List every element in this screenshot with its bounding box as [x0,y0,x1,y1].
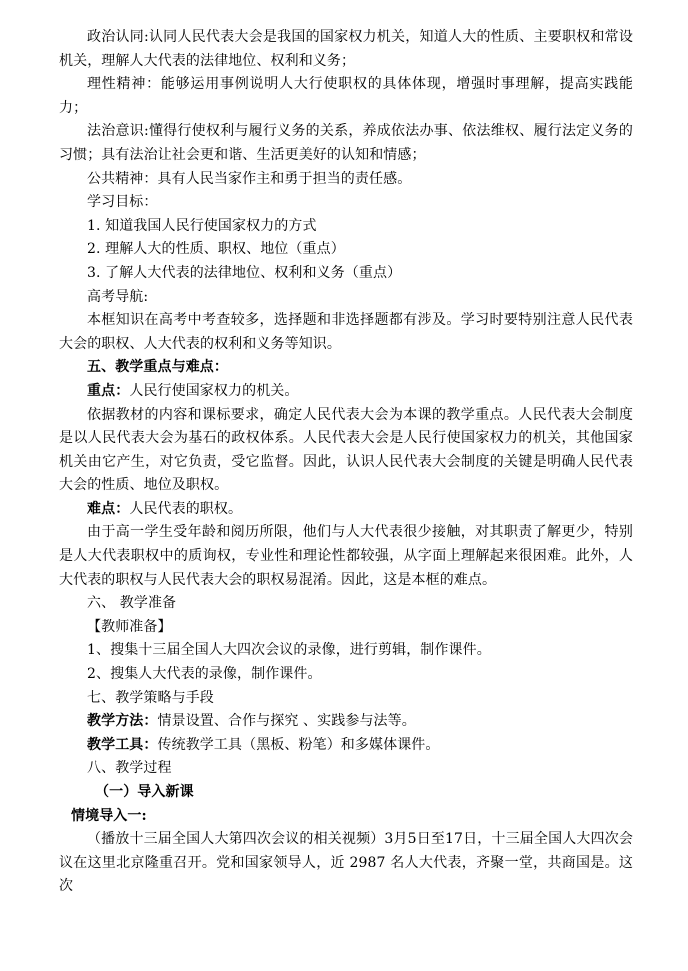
section-7-heading: 七、教学策略与手段 [87,689,214,706]
text-public-spirit: 具有人民当家作主和勇于担当的责任感。 [157,170,412,187]
goal-rule-of-law [59,120,633,167]
key-point-value: 人民行使国家权力的机关。 [129,382,299,399]
key-point-line [59,380,633,404]
document-page [59,26,633,899]
learning-goal-item: 2. 理解人大的性质、职权、地位（重点） [87,241,345,258]
difficulty-line [59,498,633,522]
key-point-text: 依据教材的内容和课标要求，确定人民代表大会为本课的教学重点。人民代表大会制度是以人民代表大会为基石的政权体系。人民代表大会是人民行使国家权力的机关，其他国家机关由它产生，对它负责，受它监督。因此，认识人民代表大会制度的关键是明确人民代表大会的性质、地位及职权。 [59,406,633,494]
text-rational-spirit: 能够运用事例说明人大行使职权的具体体现，增强时事理解，提高实践能力； [59,76,633,116]
scene-text: （播放十三届全国人大第四次会议的相关视频）3月5日至17日，十三届全国人大四次会议在这里北京隆重召开。党和国家领导人，近 2987 名人大代表，齐聚一堂，共商国是。这次 [59,831,633,895]
scene-heading: 情境导入一: [71,807,147,824]
teaching-method-label: 教学方法： [87,713,158,730]
teaching-tool-text: 传统教学工具（黑板、粉笔）和多媒体课件。 [157,736,440,753]
difficulty-text: 由于高一学生受年龄和阅历所限，他们与人大代表很少接触，对其职责了解更少，特别是人大代表职权中的质询权，专业性和理论性都较强，从字面上理解起来很困难。此外，人大代表的职权与人民代表大会的职权易混淆。因此，这是本框的难点。 [59,524,633,588]
label-rule-of-law: 法治意识: [87,123,149,140]
goal-rational-spirit [59,73,633,120]
intro-subheading: （一）导入新课 [95,784,194,800]
exam-guide-text: 本框知识在高考中考查较多，选择题和非选择题都有涉及。学习时要特别注意人民代表大会的职权、人大代表的权利和义务等知识。 [59,312,633,352]
section-5-heading: 五、教学重点与难点： [87,359,228,376]
teacher-prep-heading: 【教师准备】 [87,618,172,635]
difficulty-value: 人民代表的职权。 [129,500,243,517]
exam-guide-title: 高考导航: [87,288,149,305]
prep-item: 1、搜集十三届全国人大四次会议的录像，进行剪辑，制作课件。 [87,642,491,659]
teaching-tool-label: 教学工具： [87,736,158,753]
teaching-method-text: 情景设置、合作与探究 、实践参与法等。 [157,713,416,730]
goal-political-identity [59,26,633,73]
section-8-heading: 八、教学过程 [87,760,172,777]
difficulty-label: 难点： [87,500,130,517]
section-6-heading: 六、 教学准备 [87,595,177,612]
teaching-method-line [59,710,633,734]
key-point-label: 重点： [87,382,130,399]
label-political-identity: 政治认同: [87,29,149,45]
text-political-identity: 认同人民代表大会是我国的国家权力机关，知道人大的性质、主要职权和常设机关，理解人大代表的法律地位、权利和义务； [59,29,634,69]
learning-goal-item: 1. 知道我国人民行使国家权力的方式 [87,217,317,234]
learning-goals-title: 学习目标： [87,194,158,211]
prep-item: 2、搜集人大代表的录像，制作课件。 [87,666,322,683]
label-rational-spirit: 理性精神： [87,76,161,93]
teaching-tool-line [59,734,633,758]
text-rule-of-law: 懂得行使权利与履行义务的关系，养成依法办事、依法维权、履行法定义务的习惯；具有法治让社会更和谐、生活更美好的认知和情感； [59,123,634,163]
learning-goal-item: 3. 了解人大代表的法律地位、权利和义务（重点） [87,264,402,281]
goal-public-spirit [59,168,633,192]
label-public-spirit: 公共精神： [87,170,158,187]
